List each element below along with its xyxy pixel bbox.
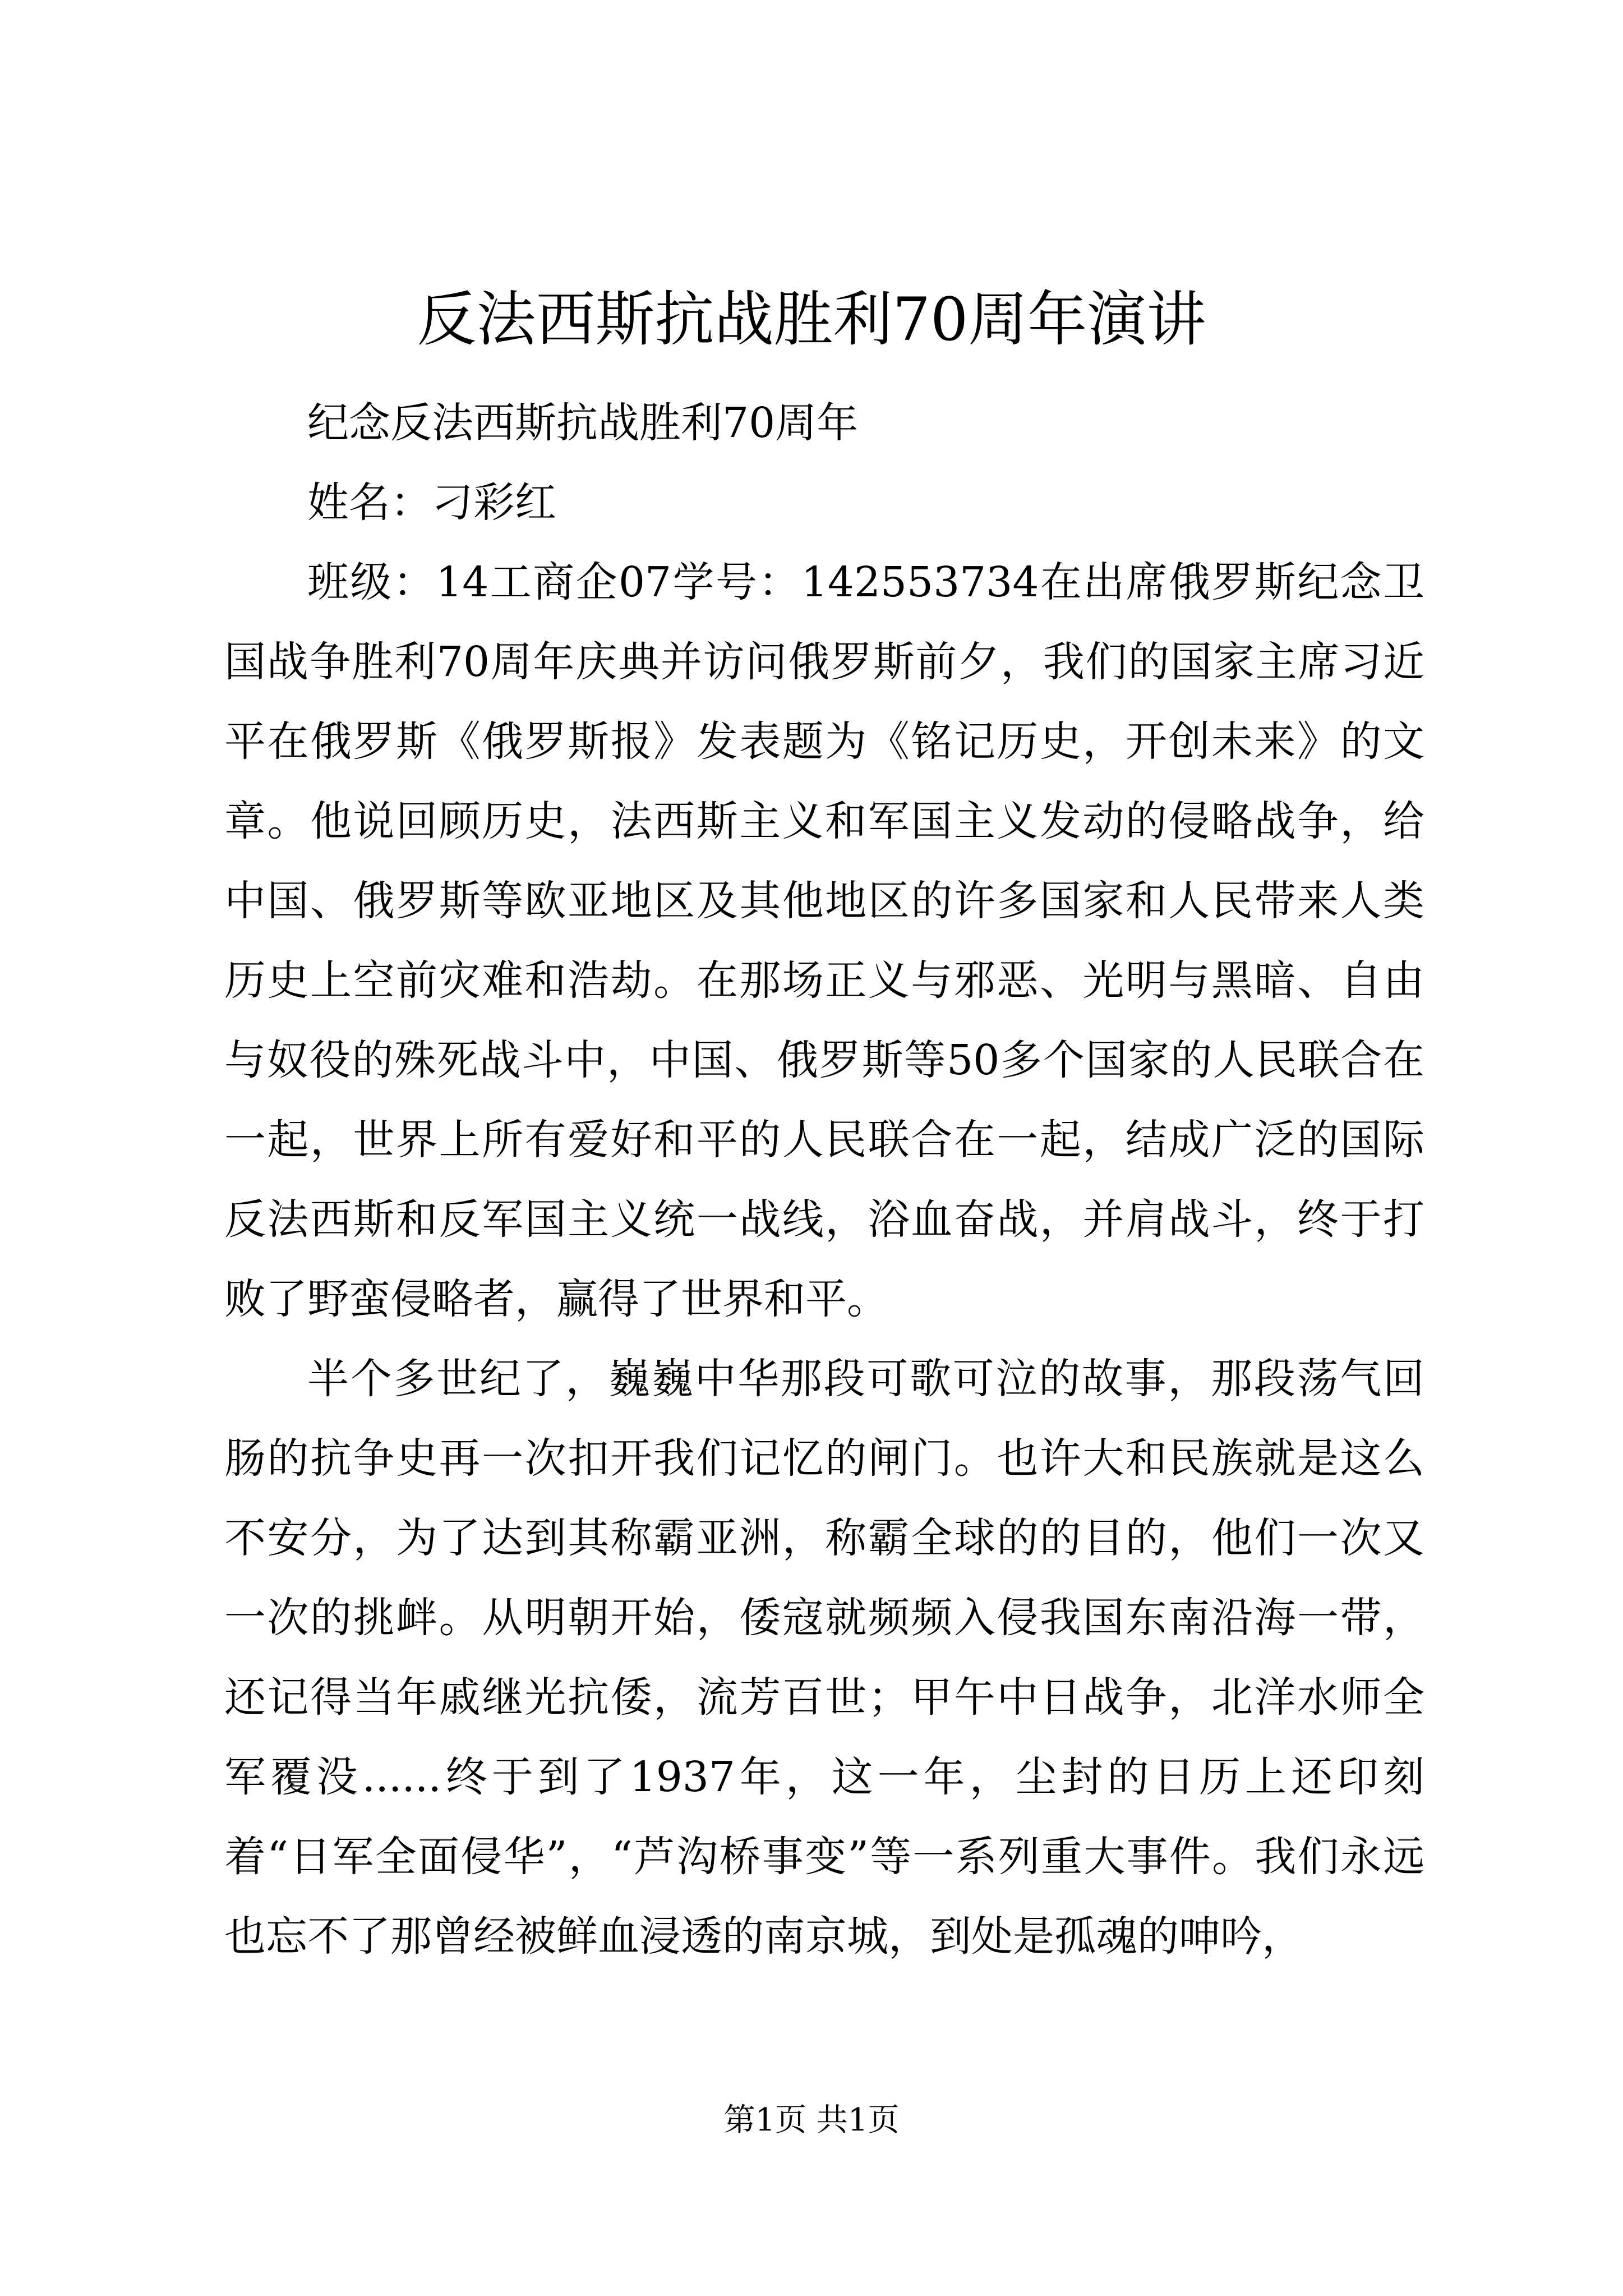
document-title: 反法西斯抗战胜利70周年演讲 [417,285,1206,354]
paragraph-subtitle: 纪念反法西斯抗战胜利70周年 [307,399,859,447]
paragraph-body-2: 半个多世纪了，巍巍中华那段可歌可泣的故事，那段荡气回肠的抗争史再一次扣开我们记忆的闸门。也许大和民族就是这么不安分，为了达到其称霸亚洲，称霸全球的的目的，他们一次又一次的挑衅。从明朝开始，倭寇就频频入侵我国东南沿海一带，还记得当年戚继光抗倭，流芳百世；甲午中日战争，北洋水师全军覆没......终于到了1937年，这一年，尘封的日历上还印刻着“日军全面侵华”，“芦沟桥事变”等一系列重大事件。我们永远也忘不了那曾经被鲜血浸透的南京城，到处是孤魂的呻吟， [224,1355,1424,1961]
paragraph-body-1: 班级：14工商企07学号：142553734在出席俄罗斯纪念卫国战争胜利70周年庆典并访问俄罗斯前夕，我们的国家主席习近平在俄罗斯《俄罗斯报》发表题为《铭记历史，开创未来》的文章。他说回顾历史，法西斯主义和军国主义发动的侵略战争，给中国、俄罗斯等欧亚地区及其他地区的许多国家和人民带来人类历史上空前灾难和浩劫。在那场正义与邪恶、光明与黑暗、自由与奴役的殊死战斗中，中国、俄罗斯等50多个国家的人民联合在一起，世界上所有爱好和平的人民联合在一起，结成广泛的国际反法西斯和反军国主义统一战线，浴血奋战，并肩战斗，终于打败了野蛮侵略者，赢得了世界和平。 [224,558,1424,1323]
paragraph-author-name: 姓名：刁彩红 [307,478,556,527]
document-body [224,383,1424,1976]
page-number-footer: 第1页 共1页 [723,2102,900,2138]
